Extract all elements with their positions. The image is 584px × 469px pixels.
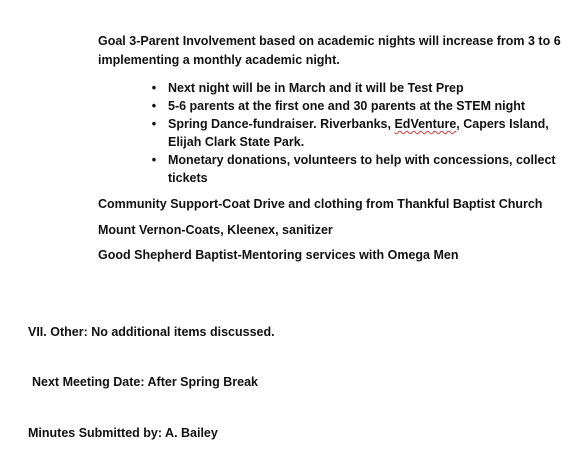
bullet-text: Monetary donations, volunteers to help with concessions, collect tickets <box>168 153 556 185</box>
bullet-icon: • <box>151 153 157 167</box>
spellcheck-flagged-word[interactable]: EdVenture <box>394 117 457 131</box>
goal-line-1: Goal 3-Parent Involvement based on academic nights will increase from 3 to 6 <box>98 34 561 48</box>
bullet-text: 5-6 parents at the first one and 30 parents at the STEM night <box>168 99 526 113</box>
list-item <box>150 115 560 151</box>
good-shepherd-line: Good Shepherd Baptist-Mentoring services with Omega Men <box>98 248 459 262</box>
bullet-list <box>150 79 560 187</box>
list-item <box>150 97 560 115</box>
bullet-icon: • <box>151 117 157 131</box>
list-item <box>150 151 560 187</box>
next-meeting-date: Next Meeting Date: After Spring Break <box>32 375 258 389</box>
bullet-icon: • <box>151 81 157 95</box>
goal-line-2: implementing a monthly academic night. <box>98 53 340 67</box>
mount-vernon-line: Mount Vernon-Coats, Kleenex, sanitizer <box>98 223 333 237</box>
bullet-text: Spring Dance-fundraiser. Riverbanks, EdVenture, Capers Island, Elijah Clark State Park. <box>168 117 549 149</box>
minutes-submitted-by: Minutes Submitted by: A. Bailey <box>28 426 218 440</box>
bullet-text: Next night will be in March and it will be Test Prep <box>168 81 464 95</box>
list-item <box>150 79 560 97</box>
bullet-icon: • <box>151 99 157 113</box>
other-section: VII. Other: No additional items discussed. <box>28 325 275 339</box>
community-support-line: Community Support-Coat Drive and clothing from Thankful Baptist Church <box>98 197 543 211</box>
